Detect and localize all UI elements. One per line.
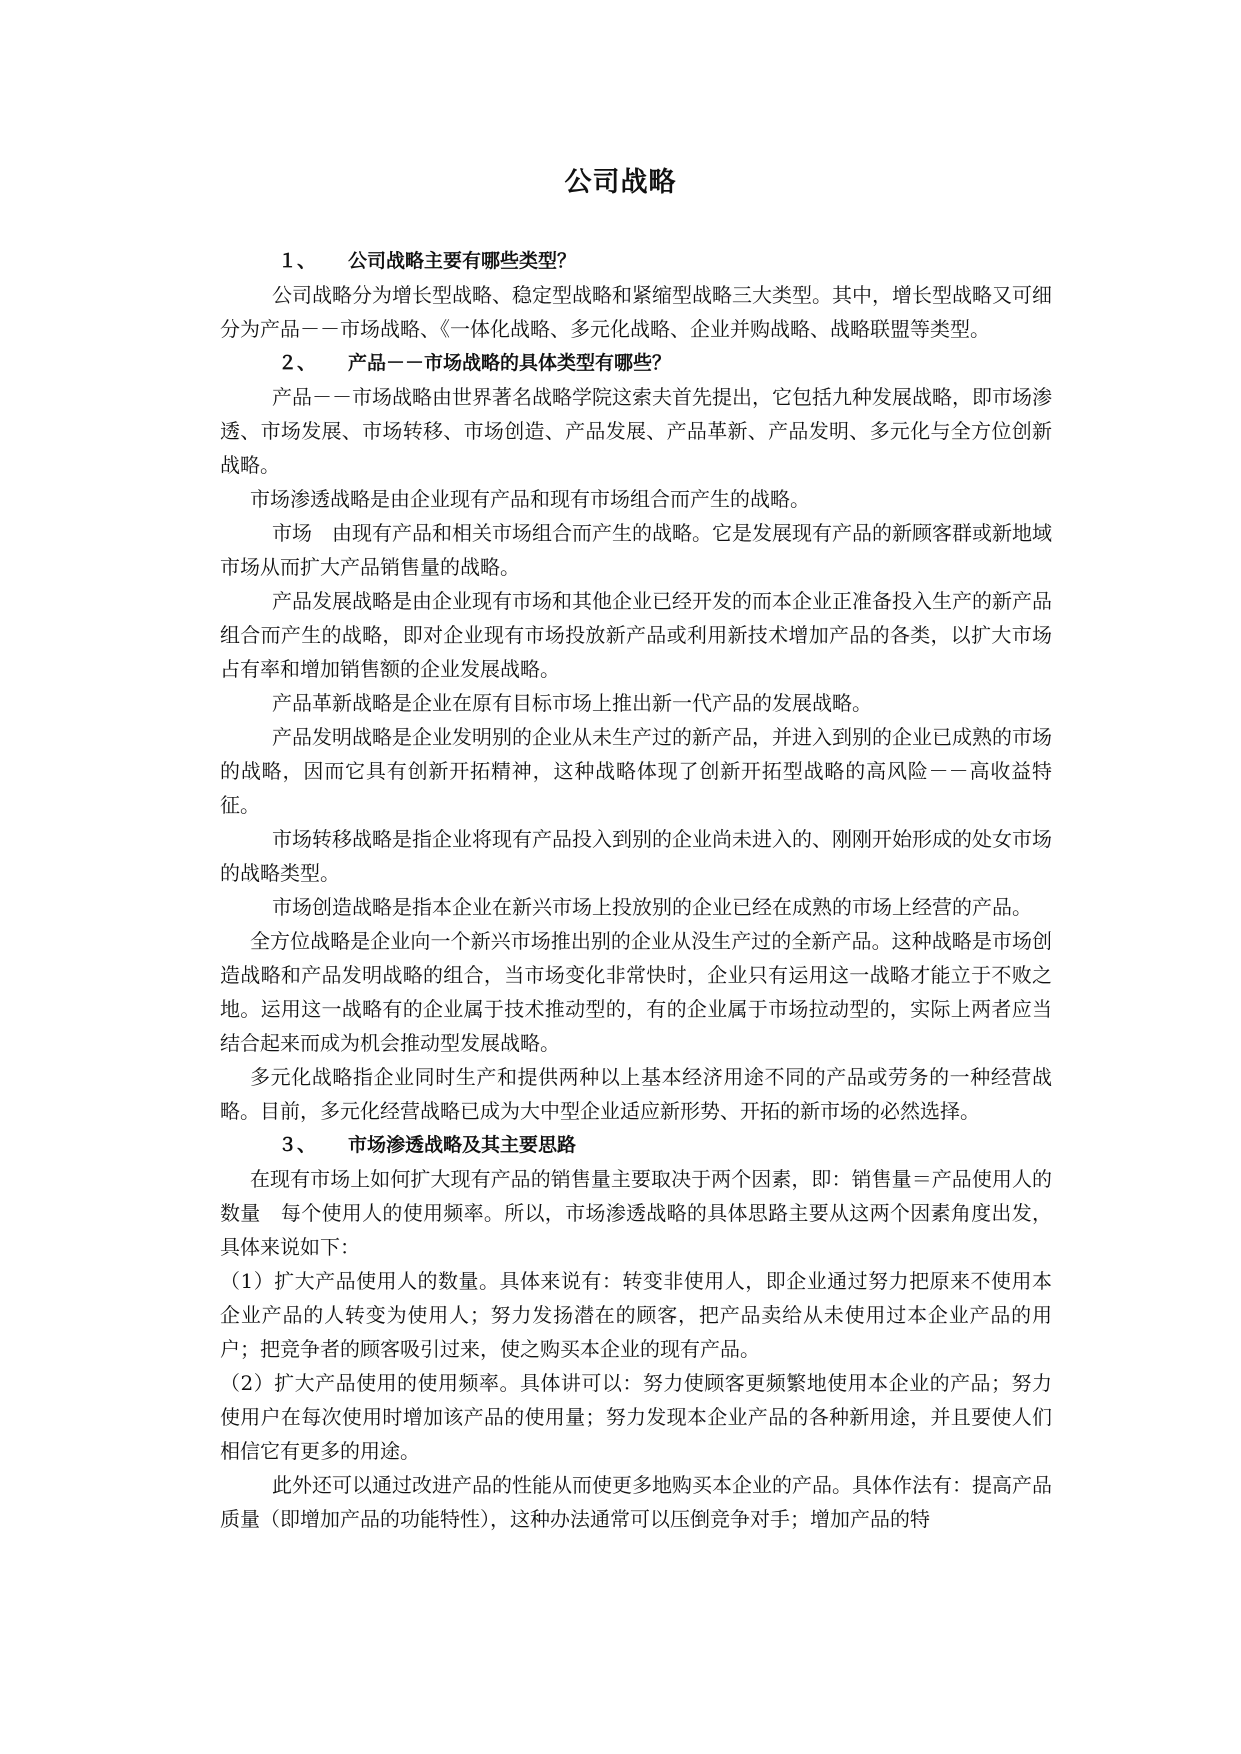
paragraph: 在现有市场上如何扩大现有产品的销售量主要取决于两个因素，即：销售量＝产品使用人的数量 每个使用人的使用频率。所以，市场渗透战略的具体思路主要从这两个因素角度出发，具体来说如下： bbox=[220, 1167, 1052, 1259]
paragraph: 产品发展战略是由企业现有市场和其他企业已经开发的而本企业正准备投入生产的新产品组合而产生的战略，即对企业现有市场投放新产品或利用新技术增加产品的各类，以扩大市场占有率和增加销售额的企业发展战略。 bbox=[220, 589, 1052, 681]
paragraph: 公司战略分为增长型战略、稳定型战略和紧缩型战略三大类型。其中，增长型战略又可细分为产品－－市场战略、《一体化战略、多元化战略、企业并购战略、战略联盟等类型。 bbox=[220, 283, 1052, 341]
paragraph: 产品革新战略是企业在原有目标市场上推出新一代产品的发展战略。 bbox=[272, 691, 872, 715]
paragraph: 市场创造战略是指本企业在新兴市场上投放别的企业已经在成熟的市场上经营的产品。 bbox=[272, 895, 1032, 919]
paragraph: （1）扩大产品使用人的数量。具体来说有：转变非使用人，即企业通过努力把原来不使用本企业产品的人转变为使用人；努力发扬潜在的顾客，把产品卖给从未使用过本企业产品的用户；把竞争者的顾客吸引过来，使之购买本企业的现有产品。 bbox=[220, 1269, 1052, 1361]
paragraph: 全方位战略是企业向一个新兴市场推出别的企业从没生产过的全新产品。这种战略是市场创造战略和产品发明战略的组合，当市场变化非常快时，企业只有运用这一战略才能立于不败之地。运用这一战略有的企业属于技术推动型的，有的企业属于市场拉动型的，实际上两者应当结合起来而成为机会推动型发展战略。 bbox=[220, 929, 1052, 1055]
paragraph: （2）扩大产品使用的使用频率。具体讲可以：努力使顾客更频繁地使用本企业的产品；努力使用户在每次使用时增加该产品的使用量；努力发现本企业产品的各种新用途，并且要使人们相信它有更多的用途。 bbox=[220, 1371, 1052, 1463]
paragraph: 此外还可以通过改进产品的性能从而使更多地购买本企业的产品。具体作法有：提高产品质量（即增加产品的功能特性），这种办法通常可以压倒竞争对手；增加产品的特 bbox=[220, 1473, 1052, 1531]
paragraph: 产品－－市场战略由世界著名战略学院这索夫首先提出，它包括九种发展战略，即市场渗透、市场发展、市场转移、市场创造、产品发展、产品革新、产品发明、多元化与全方位创新战略。 bbox=[220, 385, 1052, 477]
paragraph: 市场 由现有产品和相关市场组合而产生的战略。它是发展现有产品的新顾客群或新地域市场从而扩大产品销售量的战略。 bbox=[220, 521, 1052, 579]
section-number: ３、 bbox=[278, 1134, 317, 1156]
section-heading-text: 市场渗透战略及其主要思路 bbox=[348, 1134, 577, 1156]
document-body bbox=[220, 244, 1052, 1536]
section-heading-text: 公司战略主要有哪些类型？ bbox=[348, 250, 577, 272]
paragraph: 市场渗透战略是由企业现有产品和现有市场组合而产生的战略。 bbox=[250, 487, 810, 511]
section-heading-1 bbox=[220, 244, 1052, 278]
document-title: 公司战略 bbox=[564, 167, 677, 198]
section-heading-3 bbox=[220, 1128, 1052, 1162]
section-heading-2 bbox=[220, 346, 1052, 380]
paragraph: 市场转移战略是指企业将现有产品投入到别的企业尚未进入的、刚刚开始形成的处女市场的战略类型。 bbox=[220, 827, 1052, 885]
section-number: ２、 bbox=[278, 352, 317, 374]
paragraph: 多元化战略指企业同时生产和提供两种以上基本经济用途不同的产品或劳务的一种经营战略。目前，多元化经营战略已成为大中型企业适应新形势、开拓的新市场的必然选择。 bbox=[220, 1065, 1052, 1123]
section-heading-text: 产品－－市场战略的具体类型有哪些？ bbox=[348, 352, 672, 374]
section-number: １、 bbox=[278, 250, 317, 272]
paragraph: 产品发明战略是企业发明别的企业从未生产过的新产品，并进入到别的企业已成熟的市场的战略，因而它具有创新开拓精神，这种战略体现了创新开拓型战略的高风险－－高收益特征。 bbox=[220, 725, 1052, 817]
